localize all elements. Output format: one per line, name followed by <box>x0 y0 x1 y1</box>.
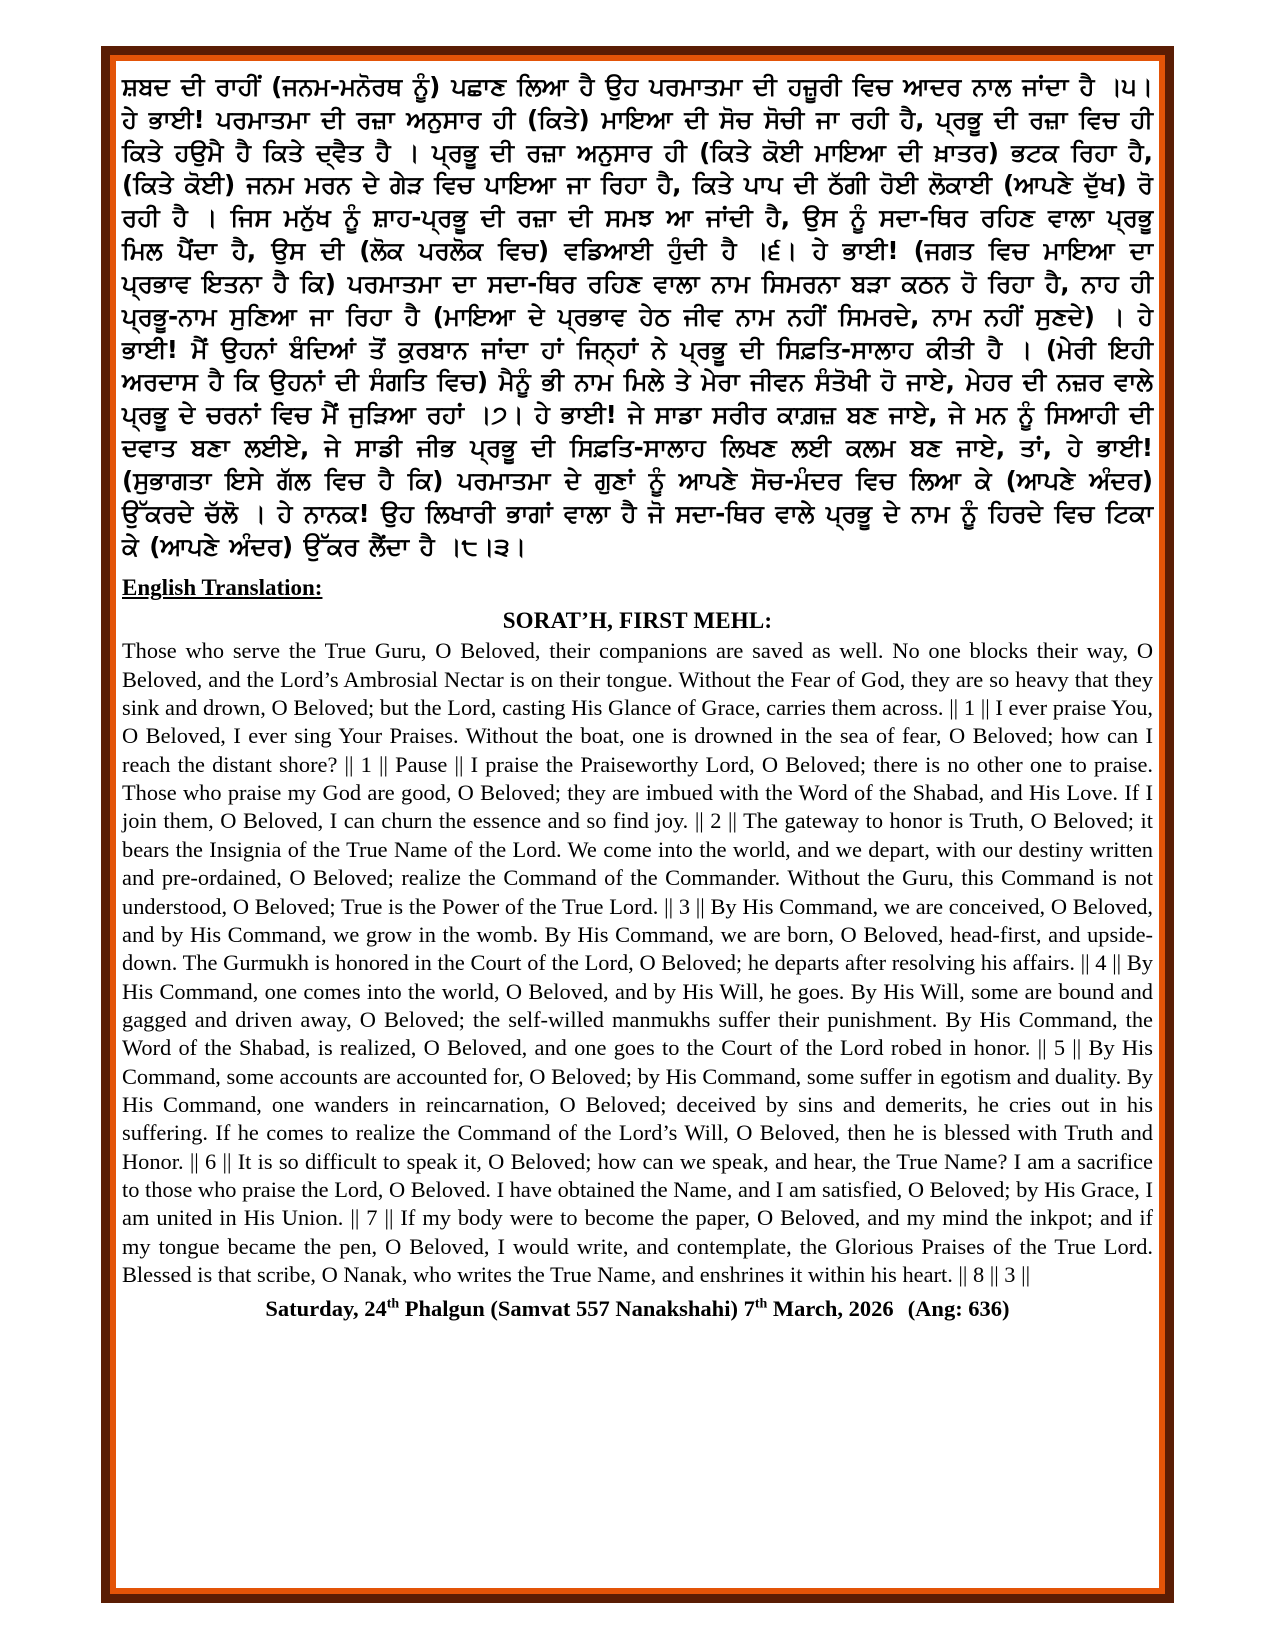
punjabi-commentary-paragraph: ਸ਼ਬਦ ਦੀ ਰਾਹੀਂ (ਜਨਮ-ਮਨੋਰਥ ਨੂੰ) ਪਛਾਣ ਲਿਆ ਹੈ ਉਹ ਪਰਮਾਤਮਾ ਦੀ ਹਜ਼ੂਰੀ ਵਿਚ ਆਦਰ ਨਾਲ ਜਾਂਦਾ ਹੈ ।੫। ਹੇ ਭਾਈ! ਪਰਮਾਤਮਾ ਦੀ ਰਜ਼ਾ ਅਨੁਸਾਰ ਹੀ (ਕਿਤੇ) ਮਾਇਆ ਦੀ ਸੋਚ ਸੋਚੀ ਜਾ ਰਹੀ ਹੈ, ਪ੍ਰਭੂ ਦੀ ਰਜ਼ਾ ਵਿਚ ਹੀ ਕਿਤੇ ਹਉਮੈ ਹੈ ਕਿਤੇ ਦ੍ਵੈਤ ਹੈ । ਪ੍ਰਭੂ ਦੀ ਰਜ਼ਾ ਅਨੁਸਾਰ ਹੀ (ਕਿਤੇ ਕੋਈ ਮਾਇਆ ਦੀ ਖ਼ਾਤਰ) ਭਟਕ ਰਿਹਾ ਹੈ, (ਕਿਤੇ ਕੋਈ) ਜਨਮ ਮਰਨ ਦੇ ਗੇੜ ਵਿਚ ਪਾਇਆ ਜਾ ਰਿਹਾ ਹੈ, ਕਿਤੇ ਪਾਪ ਦੀ ਠੱਗੀ ਹੋਈ ਲੋਕਾਈ (ਆਪਣੇ ਦੁੱਖ) ਰੋ ਰਹੀ ਹੈ । ਜਿਸ ਮਨੁੱਖ ਨੂੰ ਸ਼ਾਹ-ਪ੍ਰਭੂ ਦੀ ਰਜ਼ਾ ਦੀ ਸਮਝ ਆ ਜਾਂਦੀ ਹੈ, ਉਸ ਨੂੰ ਸਦਾ-ਥਿਰ ਰਹਿਣ ਵਾਲਾ ਪ੍ਰਭੂ ਮਿਲ ਪੈਂਦਾ ਹੈ, ਉਸ ਦੀ (ਲੋਕ ਪਰਲੋਕ ਵਿਚ) ਵਡਿਆਈ ਹੁੰਦੀ ਹੈ ।੬। ਹੇ ਭਾਈ! (ਜਗਤ ਵਿਚ ਮਾਇਆ ਦਾ ਪ੍ਰਭਾਵ ਇਤਨਾ ਹੈ ਕਿ) ਪਰਮਾਤਮਾ ਦਾ ਸਦਾ-ਥਿਰ ਰਹਿਣ ਵਾਲਾ ਨਾਮ ਸਿਮਰਨਾ ਬੜਾ ਕਠਨ ਹੋ ਰਿਹਾ ਹੈ, ਨਾਹ ਹੀ ਪ੍ਰਭੂ-ਨਾਮ ਸੁਣਿਆ ਜਾ ਰਿਹਾ ਹੈ (ਮਾਇਆ ਦੇ ਪ੍ਰਭਾਵ ਹੇਠ ਜੀਵ ਨਾਮ ਨਹੀਂ ਸਿਮਰਦੇ, ਨਾਮ ਨਹੀਂ ਸੁਣਦੇ) । ਹੇ ਭਾਈ! ਮੈਂ ਉਹਨਾਂ ਬੰਦਿਆਂ ਤੋਂ ਕੁਰਬਾਨ ਜਾਂਦਾ ਹਾਂ ਜਿਨ੍ਹਾਂ ਨੇ ਪ੍ਰਭੂ ਦੀ ਸਿਫ਼ਤਿ-ਸਾਲਾਹ ਕੀਤੀ ਹੈ । (ਮੇਰੀ ਇਹੀ ਅਰਦਾਸ ਹੈ ਕਿ ਉਹਨਾਂ ਦੀ ਸੰਗਤਿ ਵਿਚ) ਮੈਨੂੰ ਭੀ ਨਾਮ ਮਿਲੇ ਤੇ ਮੇਰਾ ਜੀਵਨ ਸੰਤੋਖੀ ਹੋ ਜਾਏ, ਮੇਹਰ ਦੀ ਨਜ਼ਰ ਵਾਲੇ ਪ੍ਰਭੂ ਦੇ ਚਰਨਾਂ ਵਿਚ ਮੈਂ ਜੁੜਿਆ ਰਹਾਂ ।੭। ਹੇ ਭਾਈ! ਜੇ ਸਾਡਾ ਸਰੀਰ ਕਾਗ਼ਜ਼ ਬਣ ਜਾਏ, ਜੇ ਮਨ ਨੂੰ ਸਿਆਹੀ ਦੀ ਦਵਾਤ ਬਣਾ ਲਈਏ, ਜੇ ਸਾਡੀ ਜੀਭ ਪ੍ਰਭੂ ਦੀ ਸਿਫ਼ਤਿ-ਸਾਲਾਹ ਲਿਖਣ ਲਈ ਕਲਮ ਬਣ ਜਾਏ, ਤਾਂ, ਹੇ ਭਾਈ! (ਸੁਭਾਗਤਾ ਇਸੇ ਗੱਲ ਵਿਚ ਹੈ ਕਿ) ਪਰਮਾਤਮਾ ਦੇ ਗੁਣਾਂ ਨੂੰ ਆਪਣੇ ਸੋਚ-ਮੰਦਰ ਵਿਚ ਲਿਆ ਕੇ (ਆਪਣੇ ਅੰਦਰ) ਉੱਕਰਦੇ ਚੱਲੋ । ਹੇ ਨਾਨਕ! ਉਹ ਲਿਖਾਰੀ ਭਾਗਾਂ ਵਾਲਾ ਹੈ ਜੋ ਸਦਾ-ਥਿਰ ਵਾਲੇ ਪ੍ਰਭੂ ਦੇ ਨਾਮ ਨੂੰ ਹਿਰਦੇ ਵਿਚ ਟਿਕਾ ਕੇ (ਆਪਣੇ ਅੰਦਰ) ਉੱਕਰ ਲੈਂਦਾ ਹੈ ।੮।੩। <box>122 72 1153 561</box>
date-ang-line <box>122 1296 1153 1322</box>
shabad-title: SORAT’H, FIRST MEHL: <box>502 608 773 634</box>
english-translation-body: Those who serve the True Guru, O Beloved, their companions are saved as well. No one blocks their way, O Beloved, and the Lord’s Ambrosial Nectar is on their tongue. Without the Fear of God, they are so heavy that they sink and drown, O Beloved; but the Lord, casting His Glance of Grace, carries them across. || 1 || I ever praise You, O Beloved, I ever sing Your Praises. Without the boat, one is drowned in the sea of fear, O Beloved; how can I reach the distant shore? || 1 || Pause || I praise the Praiseworthy Lord, O Beloved; there is no other one to praise. Those who praise my God are good, O Beloved; they are imbued with the Word of the Shabad, and His Love. If I join them, O Beloved, I can churn the essence and so find joy. || 2 || The gateway to honor is Truth, O Beloved; it bears the Insignia of the True Name of the Lord. We come into the world, and we depart, with our destiny written and pre-ordained, O Beloved; realize the Command of the Commander. Without the Guru, this Command is not understood, O Beloved; True is the Power of the True Lord. || 3 || By His Command, we are conceived, O Beloved, and by His Command, we grow in the womb. By His Command, we are born, O Beloved, head-first, and upside-down. The Gurmukh is honored in the Court of the Lord, O Beloved; he departs after resolving his affairs. || 4 || By His Command, one comes into the world, O Beloved, and by His Will, he goes. By His Will, some are bound and gagged and driven away, O Beloved; the self-willed manmukhs suffer their punishment. By His Command, the Word of the Shabad, is realized, O Beloved, and one goes to the Court of the Lord robed in honor. || 5 || By His Command, some accounts are accounted for, O Beloved; by His Command, some suffer in egotism and duality. By His Command, one wanders in reincarnation, O Beloved; deceived by sins and demerits, he cries out in his suffering. If he comes to realize the Command of the Lord’s Will, O Beloved, then he is blessed with Truth and Honor. || 6 || It is so difficult to speak it, O Beloved; how can we speak, and hear, the True Name? I am a sacrifice to those who praise the Lord, O Beloved. I have obtained the Name, and I am satisfied, O Beloved; by His Grace, I am united in His Union. || 7 || If my body were to become the paper, O Beloved, and my mind the inkpot; and if my tongue became the pen, O Beloved, I would write, and contemplate, the Glorious Praises of the True Lord. Blessed is that scribe, O Nanak, who writes the True Name, and enshrines it within his heart. || 8 || 3 || <box>122 638 1153 1287</box>
english-translation-heading-text: English Translation: <box>122 575 323 601</box>
date-ordinal-2: th <box>754 1296 768 1312</box>
page-border-frame <box>101 46 1174 1603</box>
date-prefix: Saturday, 24 <box>265 1296 387 1322</box>
english-translation-heading <box>122 575 1153 601</box>
date-suffix: March, 2026 <box>767 1296 894 1322</box>
date-ordinal-1: th <box>386 1296 400 1312</box>
page-inner-border <box>110 55 1165 1594</box>
date-middle: Phalgun (Samvat 557 Nanakshahi) 7 <box>399 1296 755 1322</box>
ang-reference: (Ang: 636) <box>907 1296 1010 1322</box>
